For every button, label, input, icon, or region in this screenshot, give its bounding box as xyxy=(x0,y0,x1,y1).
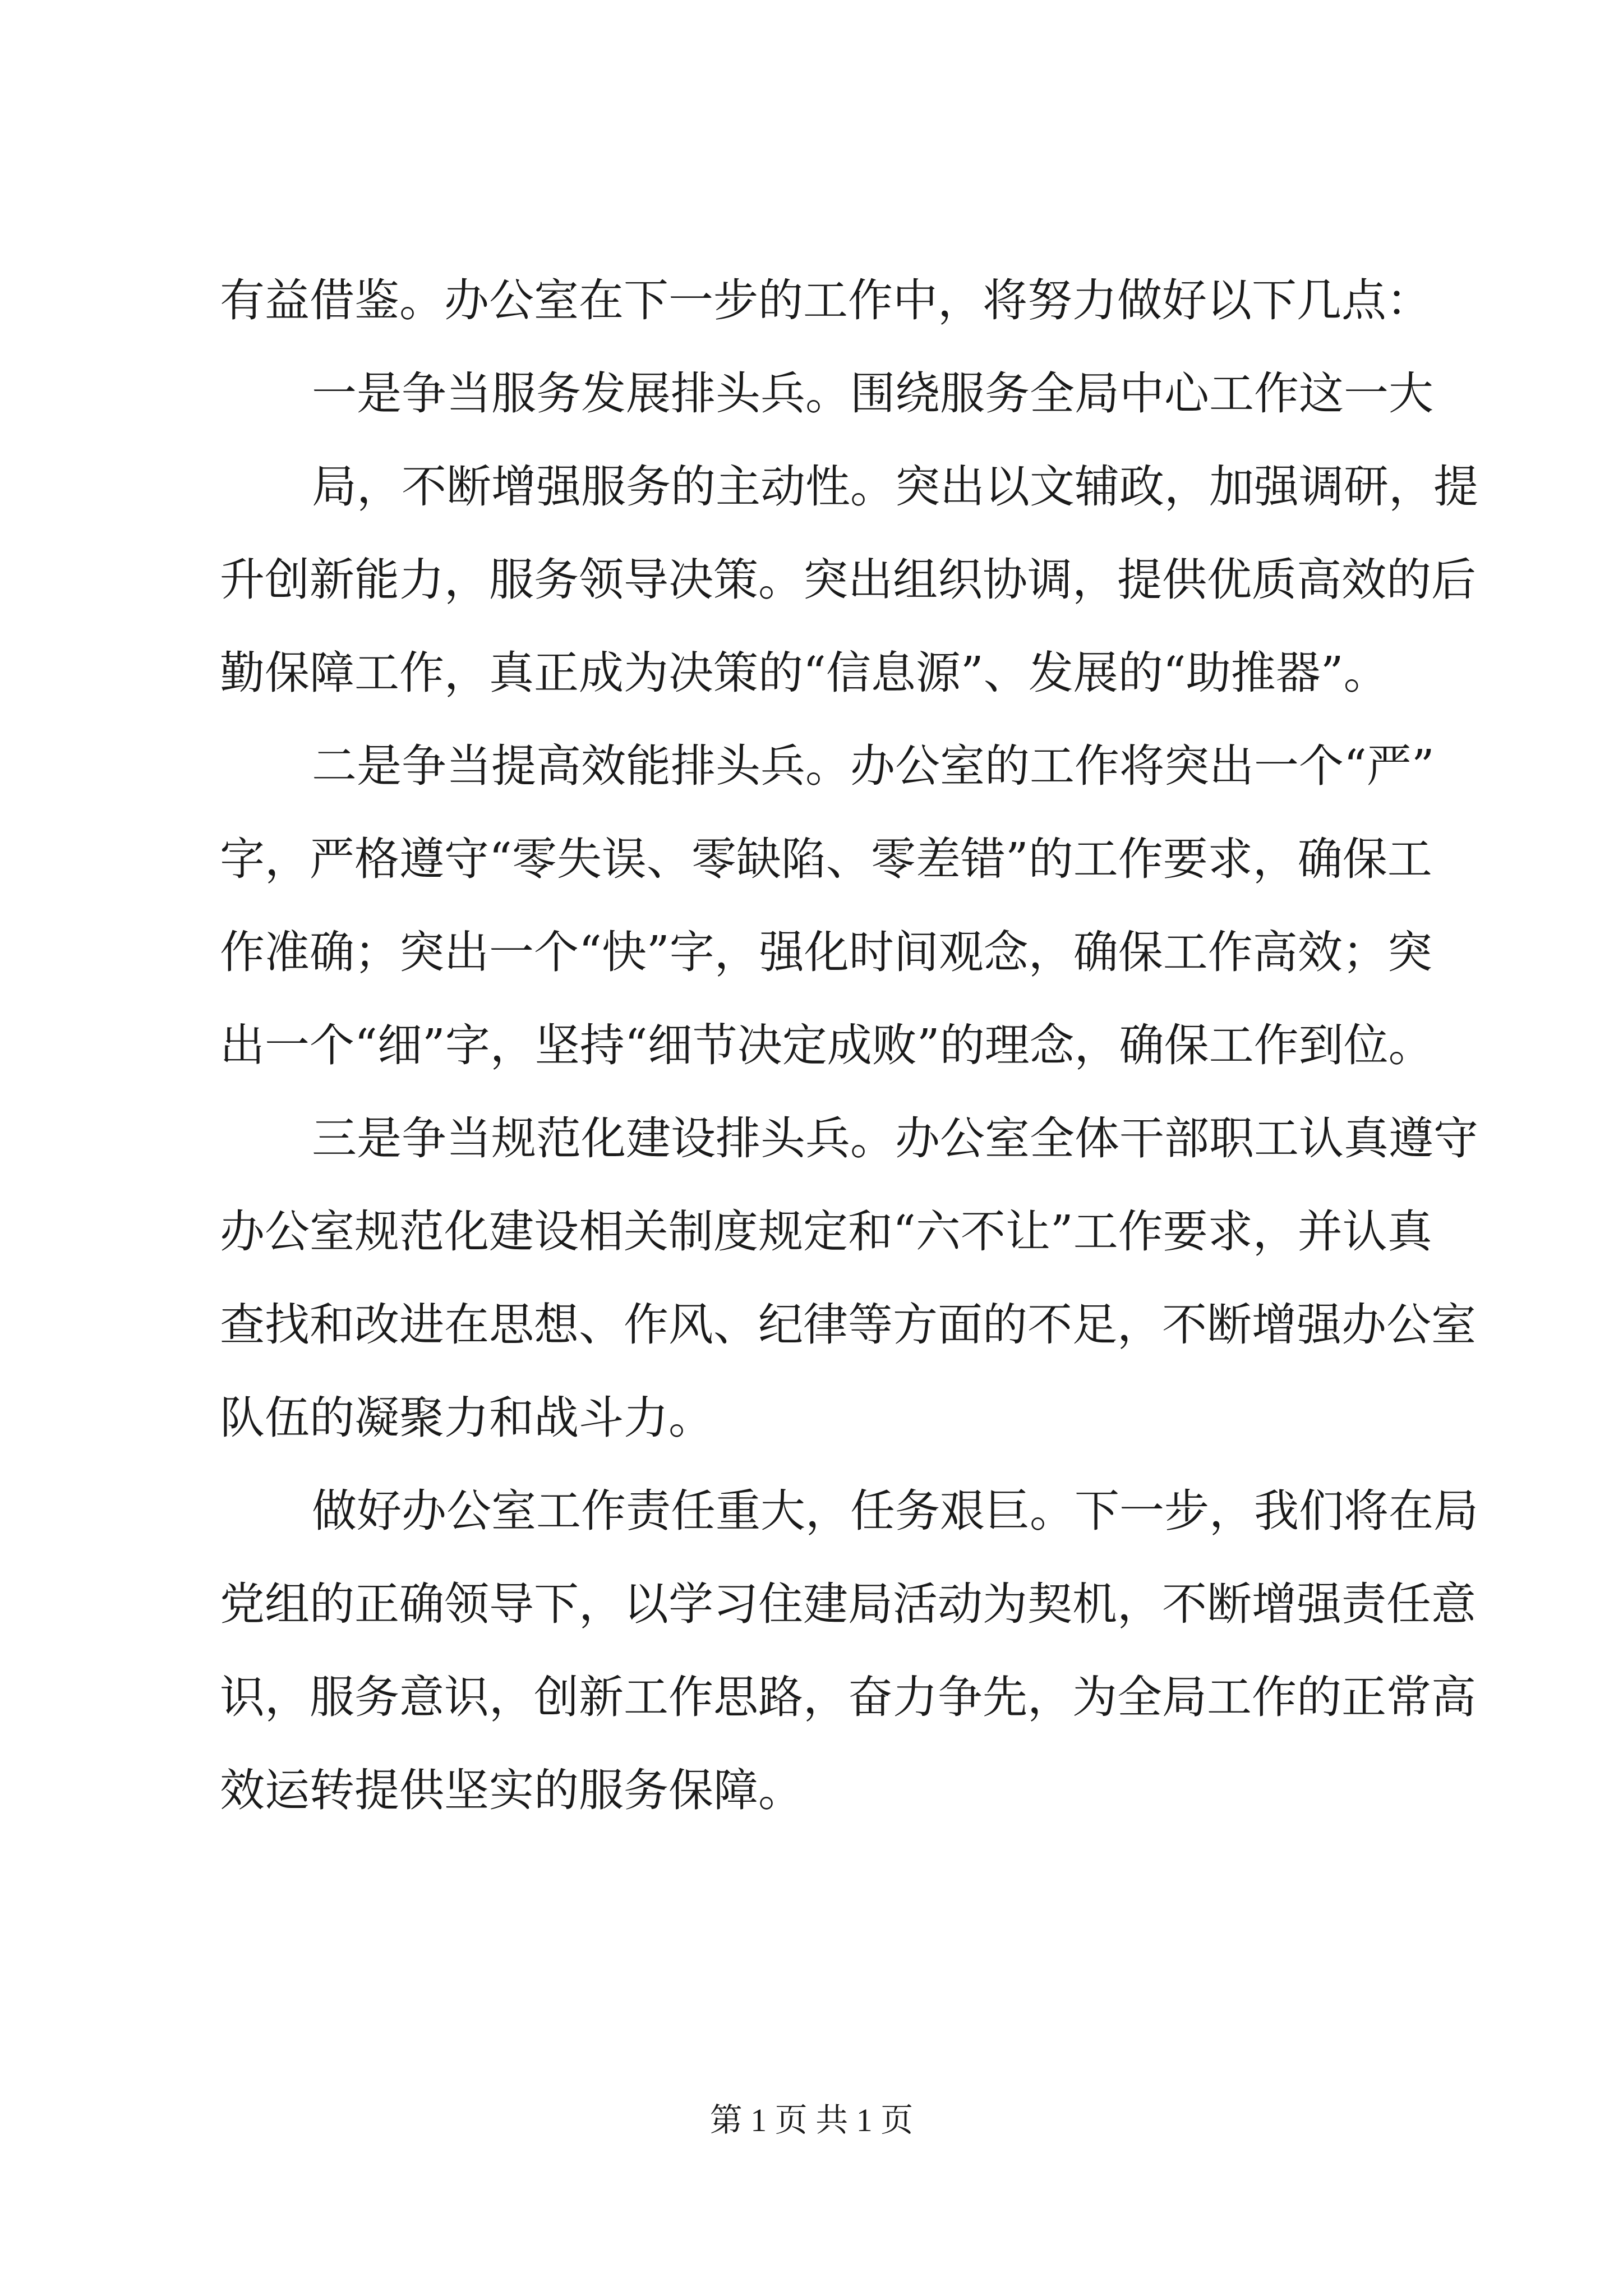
text-line: 三是争当规范化建设排头兵。办公室全体干部职工认真遵守 xyxy=(312,1112,1478,1165)
text-line: 识，服务意识，创新工作思路，奋力争先，为全局工作的正常高 xyxy=(220,1671,1476,1723)
text-line: 做好办公室工作责任重大，任务艰巨。下一步，我们将在局 xyxy=(312,1485,1478,1537)
text-line: 一是争当服务发展排头兵。围绕服务全局中心工作这一大 xyxy=(312,367,1433,420)
page-footer: 第 1 页 共 1 页 xyxy=(709,2102,914,2138)
text-line: 字，严格遵守“零失误、零缺陷、零差错”的工作要求，确保工 xyxy=(220,833,1432,885)
text-line: 出一个“细”字，坚持“细节决定成败”的理念，确保工作到位。 xyxy=(220,1019,1433,1071)
text-line: 效运转提供坚实的服务保障。 xyxy=(220,1764,803,1816)
text-line: 局，不断增强服务的主动性。突出以文辅政，加强调研，提 xyxy=(312,461,1478,513)
text-line: 队伍的凝聚力和战斗力。 xyxy=(220,1392,713,1444)
text-line: 办公室规范化建设相关制度规定和“六不让”工作要求，并认真 xyxy=(220,1205,1432,1258)
text-line: 作准确；突出一个“快”字，强化时间观念，确保工作高效；突 xyxy=(220,926,1432,978)
text-line: 查找和改进在思想、作风、纪律等方面的不足，不断增强办公室 xyxy=(220,1299,1476,1351)
text-line: 党组的正确领导下，以学习住建局活动为契机，不断增强责任意 xyxy=(220,1578,1476,1630)
text-line: 勤保障工作，真正成为决策的“信息源”、发展的“助推器”。 xyxy=(220,647,1389,699)
text-line: 二是争当提高效能排头兵。办公室的工作将突出一个“严” xyxy=(312,740,1435,792)
text-line: 升创新能力，服务领导决策。突出组织协调，提供优质高效的后 xyxy=(220,554,1476,606)
text-line: 有益借鉴。办公室在下一步的工作中，将努力做好以下几点： xyxy=(220,274,1431,326)
